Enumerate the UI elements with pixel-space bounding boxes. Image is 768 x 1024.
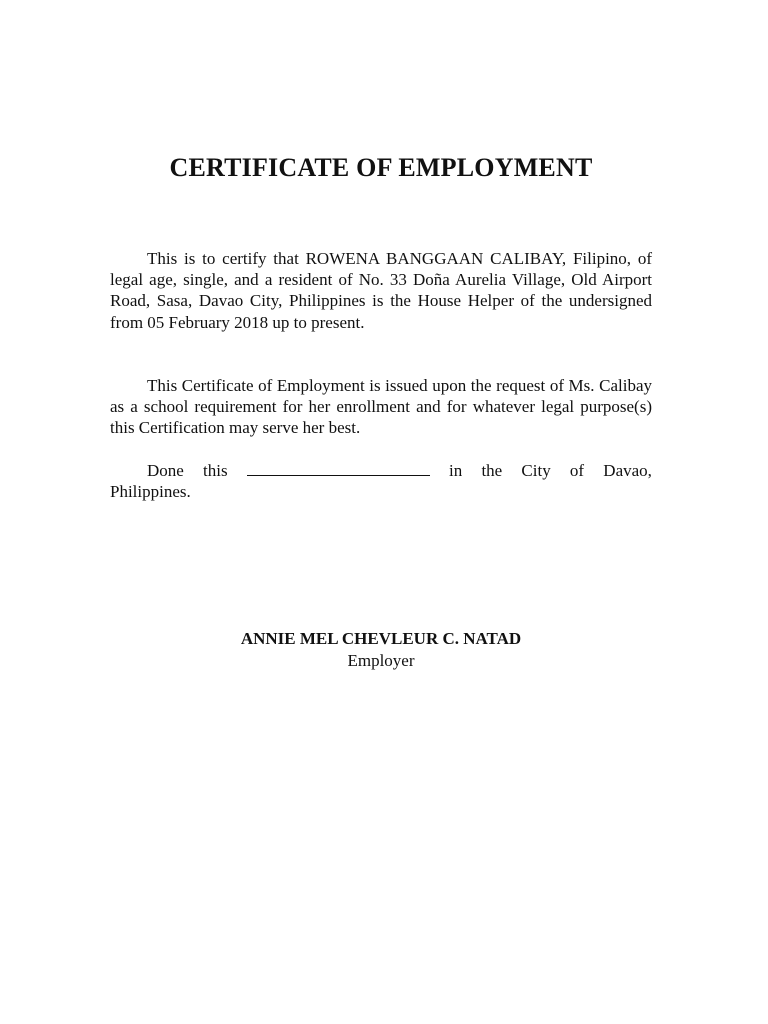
paragraph-purpose: [110, 375, 652, 439]
paragraph-done: [110, 460, 652, 502]
done-line: [110, 460, 652, 481]
paragraph-certification-text: This is to certify that ROWENA BANGGAAN CALIBAY, Filipino, of legal age, single, and a resident of No. 33 Doña Aurelia Village, Old Airport Road, Sasa, Davao City, Philippines is the House Helper of the undersigned from 05 February 2018 up to present.: [110, 249, 652, 332]
paragraph-certification: [110, 248, 652, 333]
done-second-line: Philippines.: [110, 482, 191, 502]
document-title: CERTIFICATE OF EMPLOYMENT: [169, 153, 593, 182]
signature-block: [0, 628, 762, 672]
of-word: of: [569, 461, 585, 480]
signatory-name: ANNIE MEL CHEVLEUR C. NATAD: [240, 629, 522, 648]
the-word: the: [481, 461, 503, 480]
done-word: Done: [147, 461, 184, 480]
signatory-role: Employer: [347, 651, 415, 670]
this-word: this: [203, 461, 228, 480]
date-blank-line: [247, 461, 430, 476]
paragraph-purpose-text: This Certificate of Employment is issued upon the request of Ms. Calibay as a school requirement for her enrollment and for whatever legal purpose(s) this Certification may serve her best.: [110, 376, 652, 438]
in-word: in: [449, 461, 463, 480]
city-word: City: [521, 461, 551, 480]
davao-word: Davao,: [603, 461, 652, 480]
